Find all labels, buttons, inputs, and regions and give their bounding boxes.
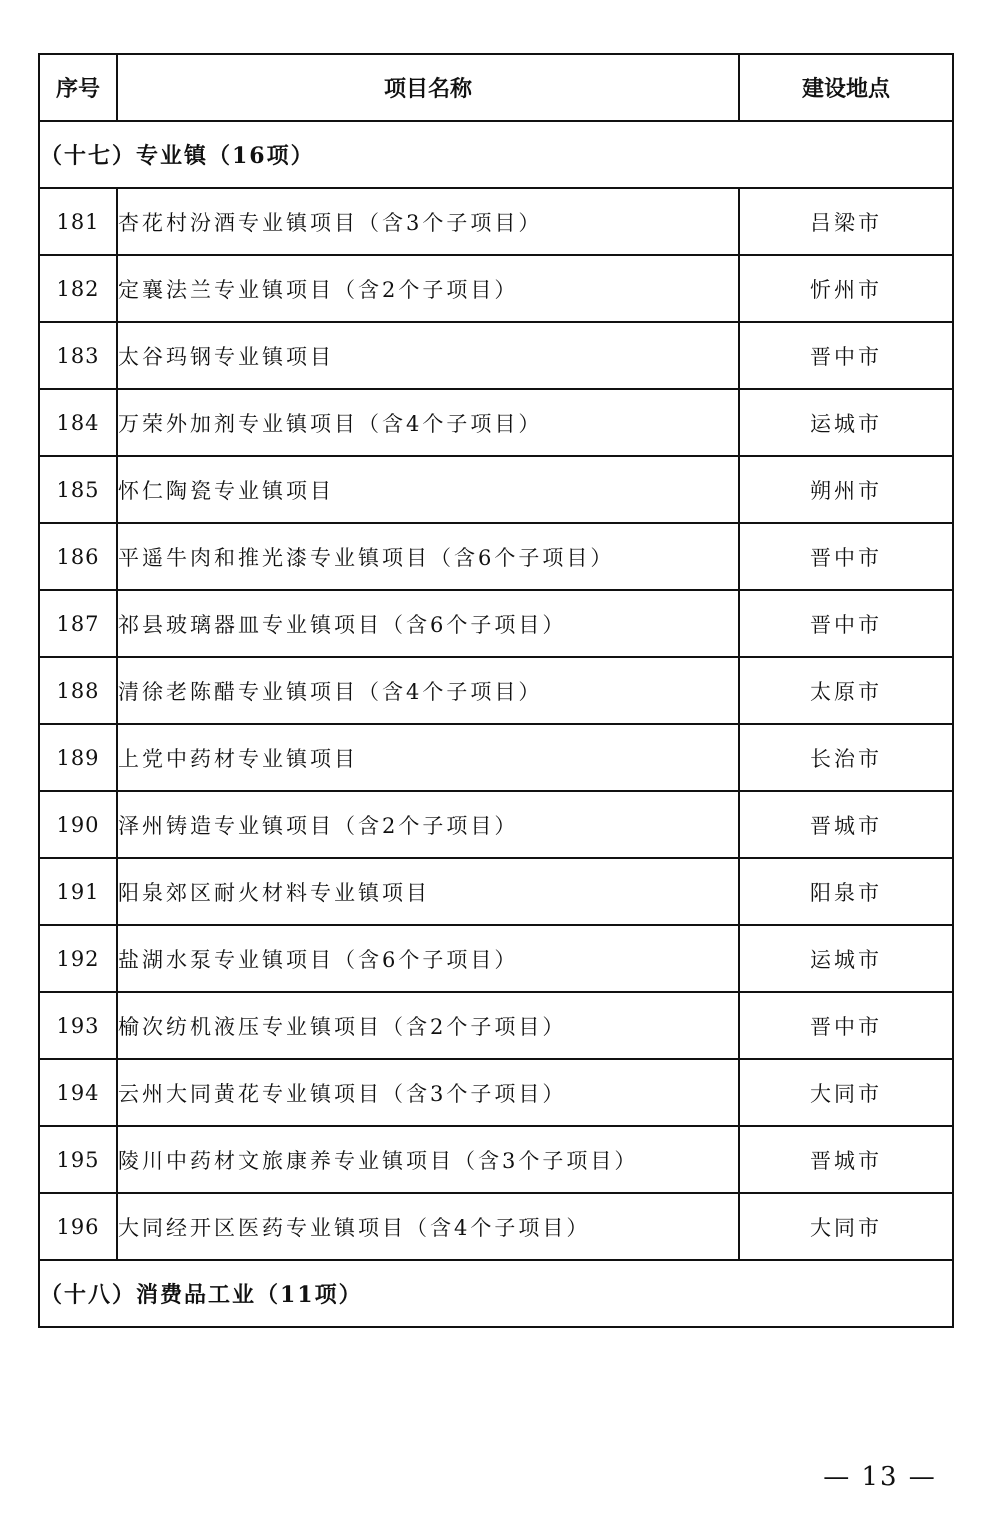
project-location: 运城市: [739, 925, 953, 992]
table-row: [39, 858, 953, 925]
project-table: [38, 53, 954, 1328]
project-location: 大同市: [739, 1059, 953, 1126]
project-name: 上党中药材专业镇项目: [117, 724, 739, 791]
project-location: 晋中市: [739, 322, 953, 389]
row-number: 185: [39, 456, 117, 523]
row-number: 187: [39, 590, 117, 657]
table-row: [39, 657, 953, 724]
project-location: 晋城市: [739, 791, 953, 858]
row-number: 191: [39, 858, 117, 925]
header-seq: 序号: [39, 54, 117, 121]
row-number: 184: [39, 389, 117, 456]
row-number: 183: [39, 322, 117, 389]
project-location: 运城市: [739, 389, 953, 456]
header-location: 建设地点: [739, 54, 953, 121]
project-name: 阳泉郊区耐火材料专业镇项目: [117, 858, 739, 925]
table-row: [39, 523, 953, 590]
project-name: 大同经开区医药专业镇项目（含4个子项目）: [117, 1193, 739, 1260]
row-number: 189: [39, 724, 117, 791]
table-row: [39, 1059, 953, 1126]
project-name: 平遥牛肉和推光漆专业镇项目（含6个子项目）: [117, 523, 739, 590]
row-number: 195: [39, 1126, 117, 1193]
row-number: 182: [39, 255, 117, 322]
project-name: 太谷玛钢专业镇项目: [117, 322, 739, 389]
project-name: 祁县玻璃器皿专业镇项目（含6个子项目）: [117, 590, 739, 657]
row-number: 181: [39, 188, 117, 255]
header-row: [39, 54, 953, 121]
project-name: 万荣外加剂专业镇项目（含4个子项目）: [117, 389, 739, 456]
project-location: 阳泉市: [739, 858, 953, 925]
row-number: 188: [39, 657, 117, 724]
project-location: 晋中市: [739, 523, 953, 590]
row-number: 196: [39, 1193, 117, 1260]
table-row: [39, 992, 953, 1059]
project-location: 朔州市: [739, 456, 953, 523]
project-location: 大同市: [739, 1193, 953, 1260]
table-row: [39, 322, 953, 389]
project-name: 陵川中药材文旅康养专业镇项目（含3个子项目）: [117, 1126, 739, 1193]
table-body: [39, 121, 953, 1327]
row-number: 193: [39, 992, 117, 1059]
table-row: [39, 1126, 953, 1193]
project-location: 长治市: [739, 724, 953, 791]
table-row: [39, 724, 953, 791]
page-number: — 13 —: [823, 1462, 937, 1492]
header-name: 项目名称: [117, 54, 739, 121]
project-name: 杏花村汾酒专业镇项目（含3个子项目）: [117, 188, 739, 255]
project-location: 太原市: [739, 657, 953, 724]
project-name: 清徐老陈醋专业镇项目（含4个子项目）: [117, 657, 739, 724]
row-number: 192: [39, 925, 117, 992]
row-number: 190: [39, 791, 117, 858]
section-title: （十八）消费品工业（11项）: [39, 1260, 953, 1327]
table-row: [39, 791, 953, 858]
project-name: 定襄法兰专业镇项目（含2个子项目）: [117, 255, 739, 322]
table-row: [39, 188, 953, 255]
table-row: [39, 925, 953, 992]
row-number: 194: [39, 1059, 117, 1126]
table-row: [39, 590, 953, 657]
project-location: 晋中市: [739, 590, 953, 657]
project-name: 云州大同黄花专业镇项目（含3个子项目）: [117, 1059, 739, 1126]
project-name: 泽州铸造专业镇项目（含2个子项目）: [117, 791, 739, 858]
project-location: 晋城市: [739, 1126, 953, 1193]
table-row: [39, 255, 953, 322]
section-title: （十七）专业镇（16项）: [39, 121, 953, 188]
table-row: [39, 456, 953, 523]
project-location: 忻州市: [739, 255, 953, 322]
project-location: 晋中市: [739, 992, 953, 1059]
project-name: 盐湖水泵专业镇项目（含6个子项目）: [117, 925, 739, 992]
project-name: 怀仁陶瓷专业镇项目: [117, 456, 739, 523]
table-row: [39, 1193, 953, 1260]
table-row: [39, 389, 953, 456]
project-name: 榆次纺机液压专业镇项目（含2个子项目）: [117, 992, 739, 1059]
row-number: 186: [39, 523, 117, 590]
section-row: [39, 1260, 953, 1327]
project-location: 吕梁市: [739, 188, 953, 255]
section-row: [39, 121, 953, 188]
